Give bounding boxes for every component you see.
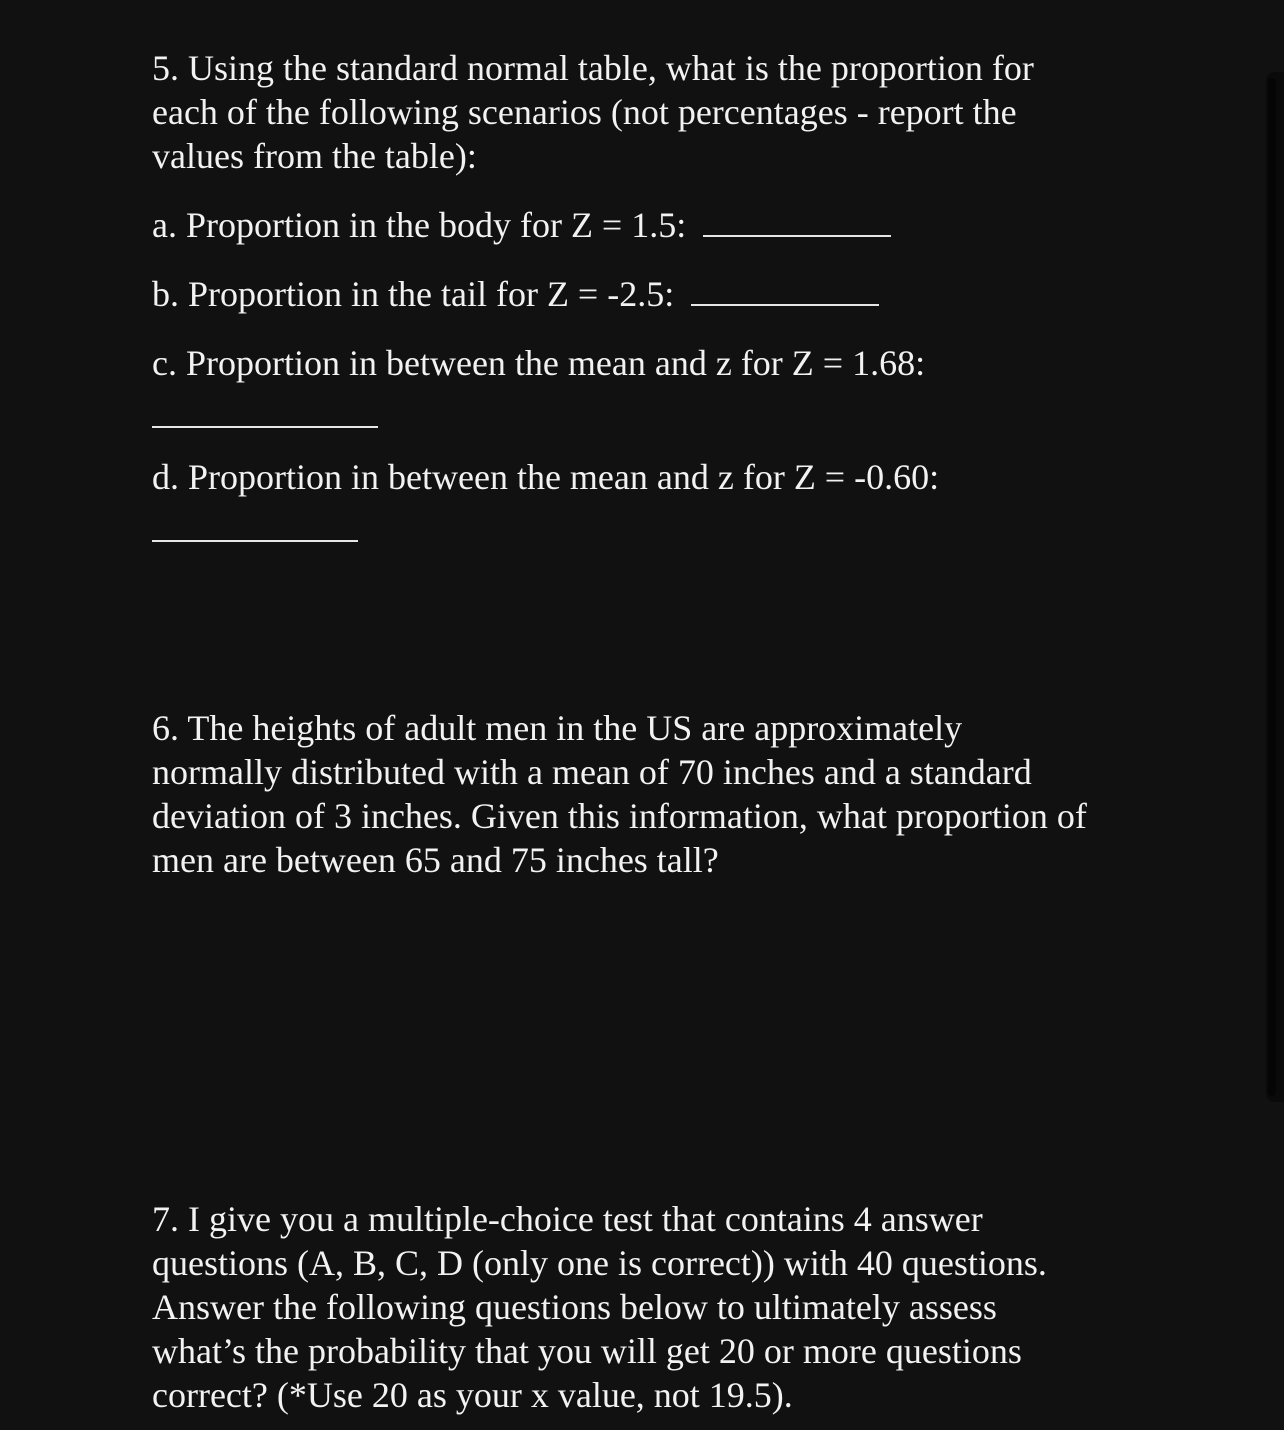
question-5c-text: c. Proportion in between the mean and z for Z = 1.68: xyxy=(152,343,926,383)
question-5c xyxy=(152,341,925,385)
question-6-prompt: 6. The heights of adult men in the US are approximately normally distributed with a mean of 70 inches and a standard deviation of 3 inches. Given this information, what proportion of men are between 65 and 75 inches tall? xyxy=(152,708,1087,880)
question-5a-text: a. Proportion in the body for Z = 1.5: xyxy=(152,205,687,245)
question-5b xyxy=(152,272,879,316)
question-5a xyxy=(152,203,891,247)
answer-blank-5b[interactable] xyxy=(691,276,879,306)
question-5d-text: d. Proportion in between the mean and z for Z = -0.60: xyxy=(152,457,940,497)
question-5-prompt: 5. Using the standard normal table, what is the proportion for each of the following scenarios (not percentages - report the values from the table): xyxy=(152,48,1034,176)
question-5d xyxy=(152,455,939,499)
answer-blank-5a[interactable] xyxy=(703,207,891,237)
question-7-prompt: 7. I give you a multiple-choice test that contains 4 answer questions (A, B, C, D (only one is correct)) with 40 questions. Answer the following questions below to ultimately assess what’s the probability that you will get 20 or more questions correct? (*Use 20 as your x value, not 19.5). xyxy=(152,1199,1047,1415)
question-5b-text: b. Proportion in the tail for Z = -2.5: xyxy=(152,274,675,314)
scrollbar-thumb[interactable] xyxy=(1268,78,1276,1096)
answer-blank-5d[interactable] xyxy=(152,540,358,542)
answer-blank-5c[interactable] xyxy=(152,426,378,428)
